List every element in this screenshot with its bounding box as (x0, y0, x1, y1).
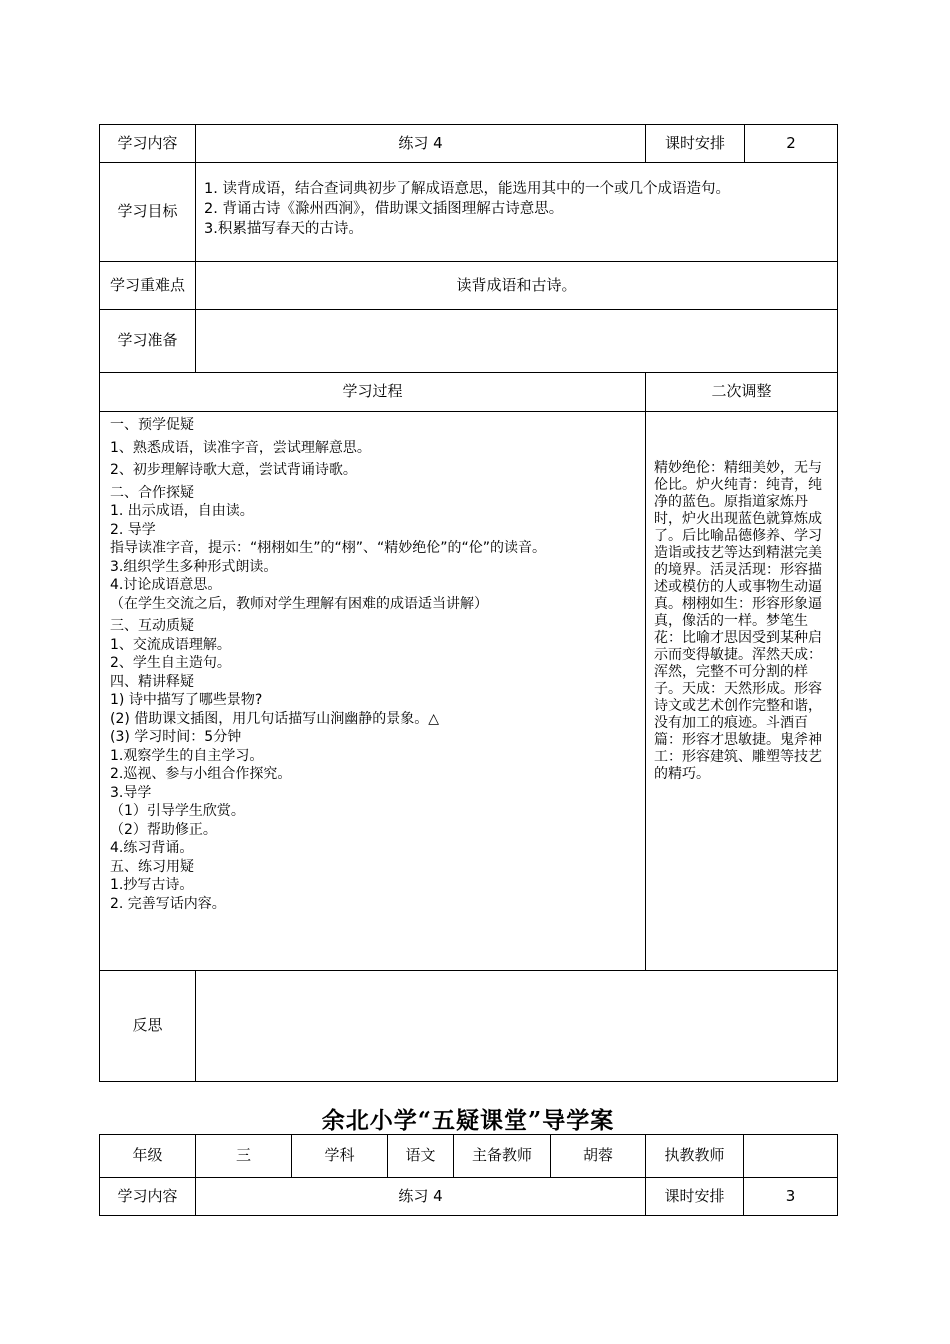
content-row (100, 125, 838, 163)
process-header: 学习过程 (100, 373, 646, 412)
goal-item: 1. 读背成语，结合查词典初步了解成语意思，能选用其中的一个或几个成语造句。 (204, 181, 730, 197)
second-content-row (100, 1178, 838, 1216)
process-line: 2. 完善写话内容。 (110, 895, 226, 912)
process-line: （1）引导学生欣赏。 (110, 803, 245, 819)
reflection-label: 反思 (100, 971, 196, 1082)
reflection-value (196, 971, 838, 1082)
process-line: 五、练习用疑 (110, 858, 194, 875)
process-line: (3) 学习时间：5分钟 (110, 729, 242, 745)
reflection-row (100, 971, 838, 1082)
subject-value: 语文 (388, 1135, 454, 1178)
adjust-header: 二次调整 (646, 373, 838, 412)
grade-value: 三 (196, 1135, 292, 1178)
process-header-row (100, 373, 838, 412)
goal-item: 3.积累描写春天的古诗。 (204, 221, 363, 237)
main-teacher-label: 主备教师 (454, 1135, 551, 1178)
content-value: 练习 4 (196, 125, 646, 163)
second-content-value: 练习 4 (196, 1178, 646, 1216)
key-label: 学习重难点 (100, 262, 196, 310)
process-line: 1) 诗中描写了哪些景物? (110, 692, 263, 708)
process-line: 4.练习背诵。 (110, 840, 194, 856)
page-title: 余北小学“五疑课堂”导学案 (321, 1107, 615, 1134)
process-line: 1. 出示成语，自由读。 (110, 503, 254, 519)
goals-label: 学习目标 (100, 163, 196, 262)
process-cell (100, 412, 646, 971)
process-line: 2、学生自主造句。 (110, 655, 231, 671)
exec-teacher-value (744, 1135, 838, 1178)
info-row (100, 1135, 838, 1178)
process-line: 四、精讲释疑 (110, 673, 194, 690)
grade-label: 年级 (100, 1135, 196, 1178)
prep-row (100, 310, 838, 373)
exec-teacher-label: 执教教师 (646, 1135, 744, 1178)
second-period-value: 3 (744, 1178, 838, 1216)
process-line: 1.观察学生的自主学习。 (110, 747, 264, 764)
process-line: 2、初步理解诗歌大意，尝试背诵诗歌。 (110, 462, 357, 478)
process-line: 三、互动质疑 (110, 618, 194, 634)
lesson-plan-table (99, 124, 838, 1082)
period-label: 课时安排 (646, 125, 745, 163)
process-line: 1、交流成语理解。 (110, 636, 231, 653)
goal-item: 2. 背诵古诗《滁州西涧》，借助课文插图理解古诗意思。 (204, 201, 564, 217)
process-line: 一、预学促疑 (110, 417, 194, 433)
process-row (100, 412, 838, 971)
second-period-label: 课时安排 (646, 1178, 744, 1216)
process-line: 1.抄写古诗。 (110, 877, 194, 893)
process-line: 2. 导学 (110, 521, 156, 538)
main-teacher-value: 胡蓉 (551, 1135, 646, 1178)
key-row (100, 262, 838, 310)
adjust-cell: 精妙绝伦：精细美妙，无与伦比。炉火纯青：纯青，纯净的蓝色。原指道家炼丹时，炉火出现蓝色就算炼成了。后比喻品德修养、学习造诣或技艺等达到精湛完美的境界。活灵活现：形容描述或模仿的人或事物生动逼真。栩栩如生：形容形象逼真，像活的一样。梦笔生花：比喻才思因受到某种启示而变得敏捷。浑然天成：浑然，完整不可分割的样子。天成：天然形成。形容诗文或艺术创作完整和谐，没有加工的痕迹。斗酒百篇：形容才思敏捷。鬼斧神工：形容建筑、雕塑等技艺的精巧。 (646, 412, 838, 971)
goals-list (204, 179, 829, 239)
process-line: 二、合作探疑 (110, 484, 194, 501)
key-value: 读背成语和古诗。 (196, 262, 838, 310)
period-value: 2 (745, 125, 838, 163)
process-line: 3.导学 (110, 784, 152, 801)
process-line: 4.讨论成语意思。 (110, 577, 222, 593)
process-line: 指导读准字音，提示：“栩栩如生”的“栩”、“精妙绝伦”的“伦”的读音。 (110, 540, 547, 556)
second-header-table (99, 1134, 838, 1216)
process-line: (2) 借助课文插图，用几句话描写山涧幽静的景象。△ (110, 710, 440, 727)
goals-row (100, 163, 838, 262)
goals-cell (196, 163, 838, 262)
process-line: 3.组织学生多种形式朗读。 (110, 558, 278, 575)
process-line: 1、熟悉成语，读准字音，尝试理解意思。 (110, 439, 371, 456)
content-label: 学习内容 (100, 125, 196, 163)
process-line: （在学生交流之后，教师对学生理解有困难的成语适当讲解） (110, 595, 488, 612)
prep-label: 学习准备 (100, 310, 196, 373)
prep-value (196, 310, 838, 373)
process-line: （2）帮助修正。 (110, 821, 217, 838)
process-line: 2.巡视、参与小组合作探究。 (110, 766, 292, 782)
subject-label: 学科 (292, 1135, 388, 1178)
second-content-label: 学习内容 (100, 1178, 196, 1216)
